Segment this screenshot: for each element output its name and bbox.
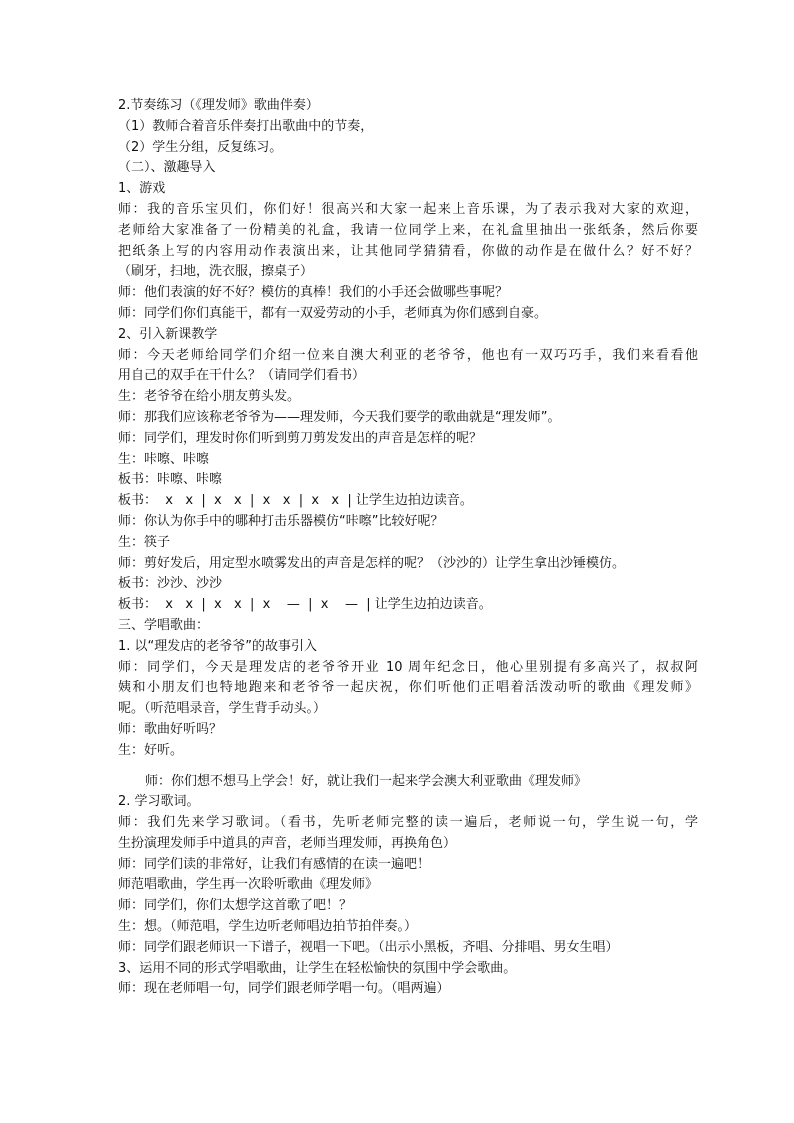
text-line: （刷牙，扫地，洗衣服，擦桌子） [118, 264, 314, 280]
rhythm-notation: 板书： x x | x x | x — | x — | 让学生边拍边读音。 [118, 597, 492, 613]
text-line: 呢。（听范唱录音，学生背手动头。） [118, 701, 327, 717]
section-heading: 三、学唱歌曲： [118, 617, 210, 633]
subsection-heading: 1、游戏 [118, 181, 166, 197]
text-line: 师：我的音乐宝贝们，你们好！很高兴和大家一起来上音乐课，为了表示我对大家的欢迎， [118, 201, 698, 217]
text-line: 用自己的双手在干什么？（请同学们看书） [118, 368, 366, 384]
paragraph-gap [118, 762, 698, 772]
text-line: 师：同学们你们真能干，都有一双爱劳动的小手，老师真为你们感到自豪。 [118, 305, 548, 321]
subsection-heading: 2. 学习歌词。 [118, 794, 200, 810]
text-line: 生：好听。 [118, 742, 184, 758]
text-line: 师：同学们，理发时你们听到剪刀剪发发出的声音是怎样的呢？ [118, 430, 483, 446]
subsection-heading: 1. 以“理发店的老爷爷”的故事引入 [118, 638, 318, 654]
text-line: 师：同学们读的非常好，让我们有感情的在读一遍吧！ [118, 856, 431, 872]
text-line: （2）学生分组，反复练习。 [118, 139, 283, 155]
text-line: 生：咔嚓、咔嚓 [118, 451, 210, 467]
subsection-heading: 3、运用不同的形式学唱歌曲，让学生在轻松愉快的氛围中学会歌曲。 [118, 960, 517, 976]
rhythm-notation: 板书： x x | x x | x x | x x | 让学生边拍边读音。 [118, 493, 473, 509]
text-line: 把纸条上写的内容用动作表演出来，让其他同学猜猜看，你做的动作是在做什么？好不好？ [118, 243, 698, 259]
text-line: 生：筷子 [118, 534, 171, 550]
text-line: 师：同学们，今天是理发店的老爷爷开业 10 周年纪念日，他心里别提有多高兴了，叔叔阿 [118, 659, 698, 675]
text-line: 师：你们想不想马上学会！好，就让我们一起来学会澳大利亚歌曲《理发师》 [145, 773, 588, 789]
text-line: 师：你认为你手中的哪种打击乐器模仿“咔嚓”比较好呢？ [118, 513, 444, 529]
text-line: 师：他们表演的好不好？模仿的真棒！我们的小手还会做哪些事呢？ [118, 285, 509, 301]
subsection-heading: 2、引入新课教学 [118, 326, 218, 342]
text-line: 生：老爷爷在给小朋友剪头发。 [118, 389, 301, 405]
text-line: （1）教师合着音乐伴奏打出歌曲中的节奏， [118, 118, 374, 134]
text-line: 师：现在老师唱一句，同学们跟老师学唱一句。（唱两遍） [118, 981, 450, 997]
text-line: 生：想。（师范唱，学生边听老师唱边拍节拍伴奏。） [118, 919, 418, 935]
text-line: 师：剪好发后，用定型水喷雾发出的声音是怎样的呢？（沙沙的）让学生拿出沙锤模仿。 [118, 555, 626, 571]
text-line: 师：同学们跟老师识一下谱子，视唱一下吧。（出示小黑板，齐唱、分排唱、男女生唱） [118, 939, 619, 955]
text-line: 老师给大家准备了一份精美的礼盒，我请一位同学上来，在礼盒里抽出一张纸条，然后你要 [118, 222, 698, 238]
section-heading: （二）、激趣导入 [118, 160, 216, 176]
text-line: 师：歌曲好听吗？ [118, 721, 223, 737]
text-line: 师：我们先来学习歌词。（看书，先听老师完整的读一遍后，老师说一句，学生说一句，学 [118, 815, 698, 831]
text-line: 2.节奏练习（《理发师》歌曲伴奏） [118, 98, 319, 113]
text-line: 师：同学们，你们太想学这首歌了吧！？ [118, 898, 353, 914]
blackboard-line: 板书：咔嚓、咔嚓 [118, 472, 223, 488]
text-line: 师：那我们应该称老爷爷为——理发师，今天我们要学的歌曲就是“理发师”。 [118, 409, 561, 425]
text-line: 生扮演理发师手中道具的声音，老师当理发师，再换角色） [118, 835, 457, 851]
text-line: 姨和小朋友们也特地跑来和老爷爷一起庆祝，你们听他们正唱着活泼动听的歌曲《理发师》 [118, 680, 698, 696]
document-body [118, 96, 698, 1000]
blackboard-line: 板书：沙沙、沙沙 [118, 576, 223, 592]
text-line: 师：今天老师给同学们介绍一位来自澳大利亚的老爷爷，他也有一双巧巧手，我们来看看他 [118, 347, 698, 363]
text-line: 师范唱歌曲，学生再一次聆听歌曲《理发师》 [118, 877, 379, 893]
